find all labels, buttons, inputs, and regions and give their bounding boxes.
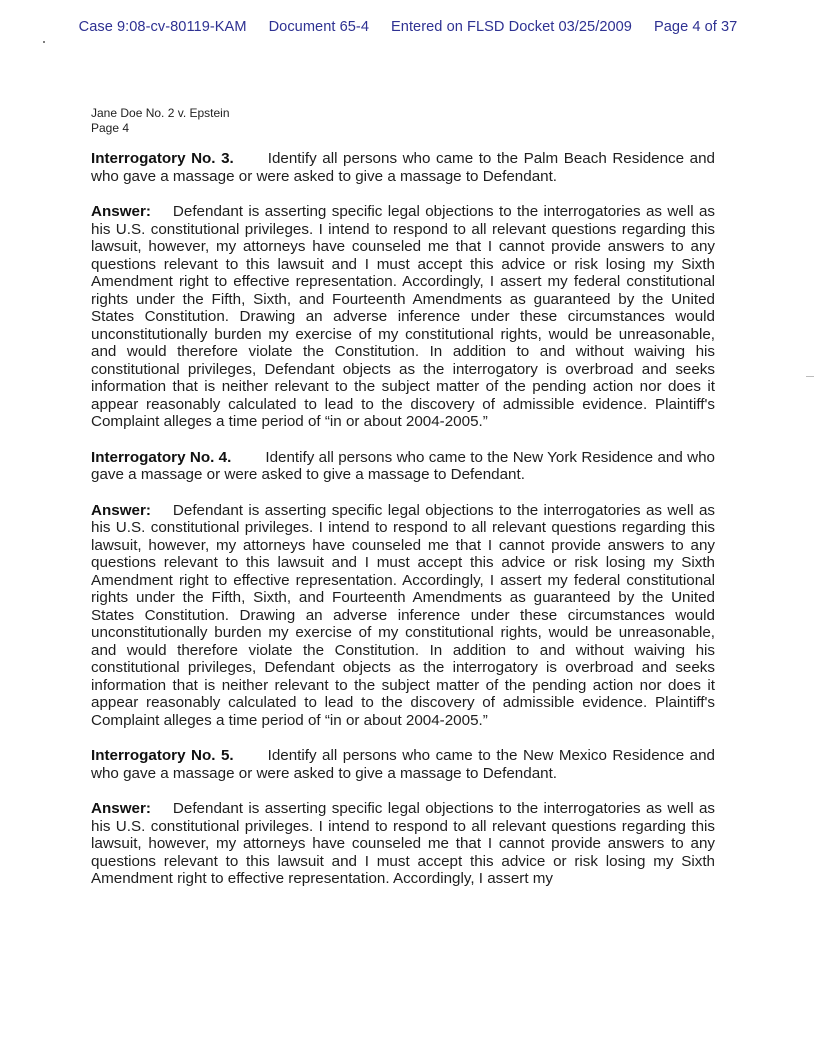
interrogatory-5-text: Identify all persons who came to the New Mexico Residence and who gave a massage or were asked to give a massage to Defendant. <box>91 747 715 782</box>
document-caption <box>91 106 230 135</box>
page-count: Page 4 of 37 <box>653 19 738 35</box>
interrogatory-3 <box>91 150 715 185</box>
answer-4 <box>91 502 715 730</box>
case-number: Case 9:08-cv-80119-KAM <box>78 19 247 35</box>
answer-5 <box>91 800 715 888</box>
interrogatory-4-label: Interrogatory No. 4. <box>91 448 232 466</box>
answer-3-label: Answer: <box>91 203 151 220</box>
interrogatory-4 <box>91 449 715 484</box>
case-name: Jane Doe No. 2 v. Epstein <box>91 106 230 120</box>
interrogatory-3-label: Interrogatory No. 3. <box>91 150 234 167</box>
docket-entry-date: Entered on FLSD Docket 03/25/2009 <box>391 19 632 35</box>
answer-4-label: Answer: <box>91 501 151 519</box>
answer-3-text: Defendant is asserting specific legal objections to the interrogatories as well as his U.S. constitutional privileges. I intend to respond to all relevant questions regarding this lawsuit, however, my attorneys have counseled me that I cannot provide answers to any questions relevant to this lawsuit and I must accept this advice or risk losing my Sixth Amendment right to effective representation. Accordingly, I assert my federal constitutional rights under the Fifth, Sixth, and Fourteenth Amendments as guaranteed by the United States Constitution. Drawing an adverse inference under these circumstances would unconstitutionally burden my exercise of my constitutional rights, would be unreasonable, and would therefore violate the Constitution. In addition to and without waiving his constitutional privileges, Defendant objects as the interrogatory is overbroad and seeks information that is neither relevant to the subject matter of the pending action nor does it appear reasonably calculated to lead to the discovery of admissible evidence. Plaintiff's Complaint alleges a time period of “in or about 2004-2005.” <box>91 203 715 430</box>
interrogatory-5 <box>91 747 715 782</box>
page-label: Page 4 <box>91 120 130 135</box>
interrogatory-5-label: Interrogatory No. 5. <box>91 747 234 764</box>
scan-edge-mark <box>806 376 814 377</box>
answer-5-label: Answer: <box>91 800 151 817</box>
ecf-stamp-header <box>0 19 816 35</box>
document-body <box>91 150 715 906</box>
interrogatory-3-text: Identify all persons who came to the Palm Beach Residence and who gave a massage or were asked to give a massage to Defendant. <box>91 150 715 185</box>
answer-3 <box>91 203 715 431</box>
interrogatory-4-text: Identify all persons who came to the New York Residence and who gave a massage or were asked to give a massage to Defendant. <box>91 448 715 483</box>
scan-speck <box>43 41 45 43</box>
document-number: Document 65-4 <box>268 19 369 35</box>
answer-5-text: Defendant is asserting specific legal objections to the interrogatories as well as his U.S. constitutional privileges. I intend to respond to all relevant questions regarding this lawsuit, however, my attorneys have counseled me that I cannot provide answers to any questions relevant to this lawsuit and I must accept this advice or risk losing my Sixth Amendment right to effective representation. Accordingly, I assert my <box>91 800 715 887</box>
answer-4-text: Defendant is asserting specific legal objections to the interrogatories as well as his U.S. constitutional privileges. I intend to respond to all relevant questions regarding this lawsuit, however, my attorneys have counseled me that I cannot provide answers to any questions relevant to this lawsuit and I must accept this advice or risk losing my Sixth Amendment right to effective representation. Accordingly, I assert my federal constitutional rights under the Fifth, Sixth, and Fourteenth Amendments as guaranteed by the United States Constitution. Drawing an adverse inference under these circumstances would unconstitutionally burden my exercise of my constitutional rights, would be unreasonable, and would therefore violate the Constitution. In addition to and without waiving his constitutional privileges, Defendant objects as the interrogatory is overbroad and seeks information that is neither relevant to the subject matter of the pending action nor does it appear reasonably calculated to lead to the discovery of admissible evidence. Plaintiff's Complaint alleges a time period of “in or about 2004-2005.” <box>91 501 715 729</box>
